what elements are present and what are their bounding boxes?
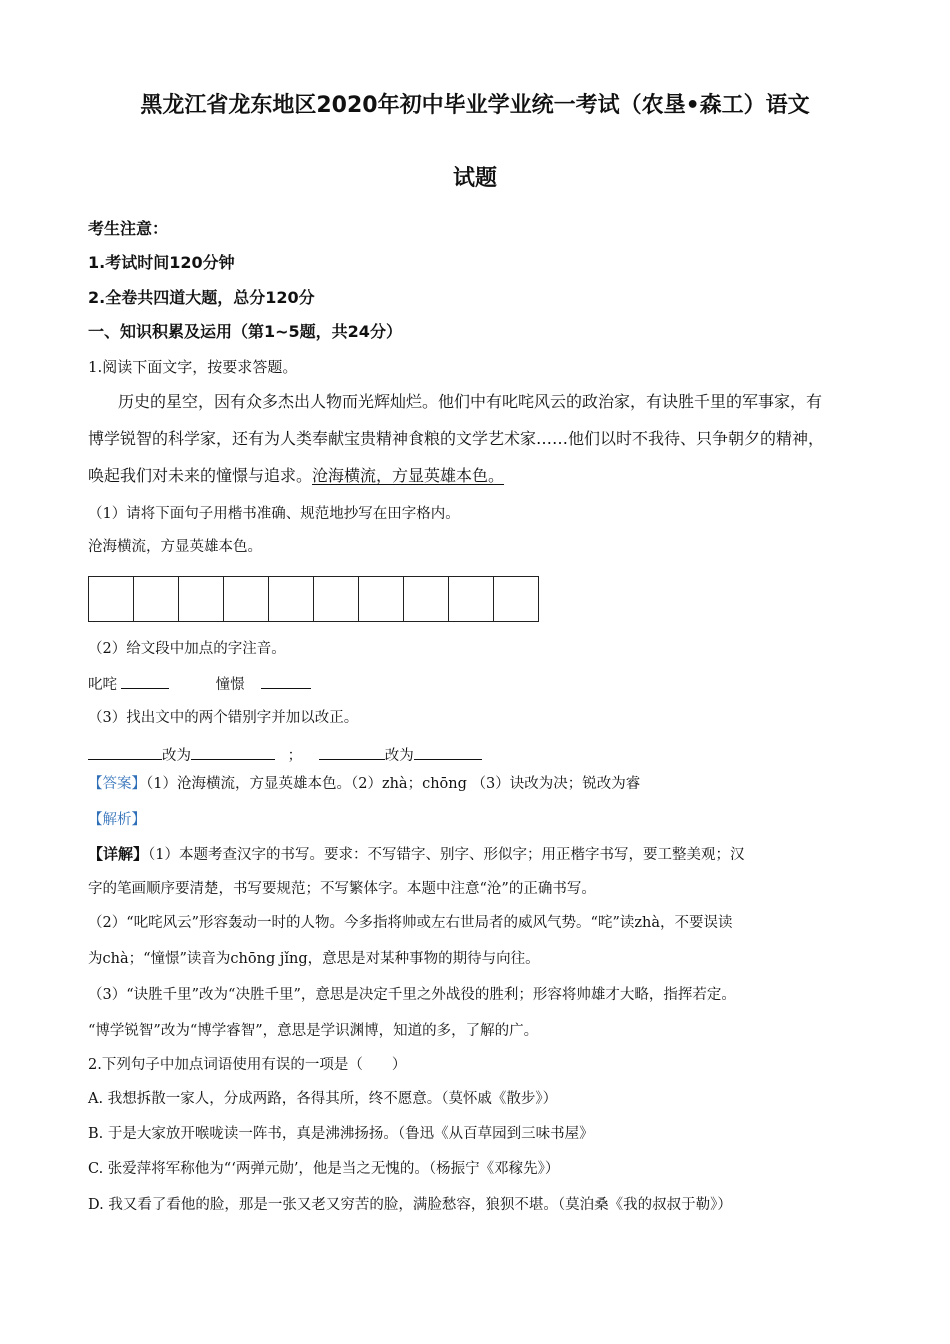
- correct-char-blank-1[interactable]: [191, 741, 275, 760]
- answer-tag: 【答案】: [88, 776, 146, 792]
- grid-cell[interactable]: [89, 577, 134, 621]
- passage-underlined-sentence: 沧海横流，方显英雄本色。: [312, 466, 505, 485]
- detail-3-line-2: “博学锐智”改为“博学睿智”，意思是学识渊博，知道的多，了解的广。: [88, 1023, 539, 1039]
- word-chizha: 叱咤: [88, 677, 117, 693]
- detail-row-1: [88, 842, 870, 867]
- pinyin-blank-2[interactable]: [261, 670, 311, 689]
- copy-sentence: 沧海横流，方显英雄本色。: [88, 539, 262, 555]
- notice-item-total: 2.全卷共四道大题，总分120分: [88, 288, 315, 307]
- notice-heading: 考生注意：: [88, 219, 169, 238]
- grid-cell[interactable]: [134, 577, 179, 621]
- detail-1-line-1: （1）本题考查汉字的书写。要求：不写错字、别字、形似字；用正楷字书写，要工整美观；汉: [148, 847, 745, 863]
- correction-row: [88, 741, 870, 768]
- grid-cell[interactable]: [314, 577, 359, 621]
- grid-cell[interactable]: [449, 577, 494, 621]
- wrong-char-blank-1[interactable]: [88, 741, 162, 760]
- answer-row: [88, 772, 870, 796]
- option-a[interactable]: A. 我想拆散一家人，分成两路，各得其所，终不愿意。（莫怀戚《散步》）: [88, 1091, 558, 1107]
- grid-cell[interactable]: [224, 577, 269, 621]
- detail-tag: 【详解】: [88, 845, 149, 863]
- change-to-label-2: 改为: [384, 748, 414, 764]
- analysis-tag: 【解析】: [88, 812, 146, 828]
- tianzi-grid: [88, 576, 539, 622]
- grid-cell[interactable]: [269, 577, 314, 621]
- grid-cell[interactable]: [179, 577, 224, 621]
- detail-1-line-2: 字的笔画顺序要清楚，书写要规范；不写繁体字。本题中注意“沧”的正确书写。: [88, 881, 596, 897]
- grid-cell[interactable]: [404, 577, 449, 621]
- word-chongjing: 憧憬: [215, 677, 245, 693]
- change-to-label-1: 改为: [162, 748, 191, 764]
- correct-char-blank-2[interactable]: [414, 741, 482, 760]
- answer-text: （1）沧海横流，方显英雄本色。（2）zhà；chōng （3）诀改为决；锐改为睿: [146, 776, 641, 792]
- option-d[interactable]: D. 我又看了看他的脸，那是一张又老又穷苦的脸，满脸愁容，狼狈不堪。（莫泊桑《我的叔叔于勒》）: [88, 1197, 732, 1213]
- notice-item-time: 1.考试时间120分钟: [88, 253, 235, 272]
- grid-cell[interactable]: [494, 577, 538, 621]
- detail-2-line-1: （2）“叱咤风云”形容轰动一时的人物。今多指将帅或左右世局者的威风气势。“咤”读zhà，不要误读: [88, 915, 733, 931]
- passage-line-3: [88, 464, 870, 488]
- section-heading: 一、知识积累及运用（第1~5题，共24分）: [88, 322, 402, 341]
- question-1-stem: 1.阅读下面文字，按要求答题。: [88, 358, 298, 376]
- separator: ；: [287, 748, 303, 764]
- question-2-stem: 2.下列句子中加点词语使用有误的一项是（ ）: [88, 1057, 407, 1073]
- subquestion-3: （3）找出文中的两个错别字并加以改正。: [88, 710, 359, 726]
- grid-cell[interactable]: [359, 577, 404, 621]
- passage-line-1: 历史的星空，因有众多杰出人物而光辉灿烂。他们中有叱咤风云的政治家，有诀胜千里的军事家，有: [118, 392, 823, 411]
- subquestion-1: （1）请将下面句子用楷书准确、规范地抄写在田字格内。: [88, 506, 460, 522]
- subquestion-2: （2）给文段中加点的字注音。: [88, 641, 286, 657]
- wrong-char-blank-2[interactable]: [319, 741, 385, 760]
- passage-line-3-start: 唤起我们对未来的憧憬与追求。: [88, 466, 313, 485]
- passage-line-2: 博学锐智的科学家，还有为人类奉献宝贵精神食粮的文学艺术家……他们以时不我待、只争朝夕的精神，: [88, 429, 825, 448]
- page-title-line1: 黑龙江省龙东地区2020年初中毕业学业统一考试（农垦•森工）语文: [140, 93, 810, 118]
- option-b[interactable]: B. 于是大家放开喉咙读一阵书，真是沸沸扬扬。（鲁迅《从百草园到三味书屋》: [88, 1126, 594, 1142]
- detail-3-line-1: （3）“诀胜千里”改为“决胜千里”，意思是决定千里之外战役的胜利；形容将帅雄才大略，指挥若定。: [88, 987, 736, 1003]
- page-title-line2: 试题: [452, 166, 497, 191]
- detail-2-line-2: 为chà；“憧憬”读音为chōng jǐng，意思是对某种事物的期待与向往。: [88, 951, 540, 967]
- pinyin-blank-1[interactable]: [121, 670, 169, 689]
- option-c[interactable]: C. 张爱萍将军称他为“‘两弹元勋’，他是当之无愧的。（杨振宁《邓稼先》）: [88, 1161, 560, 1177]
- pinyin-row: [88, 670, 870, 697]
